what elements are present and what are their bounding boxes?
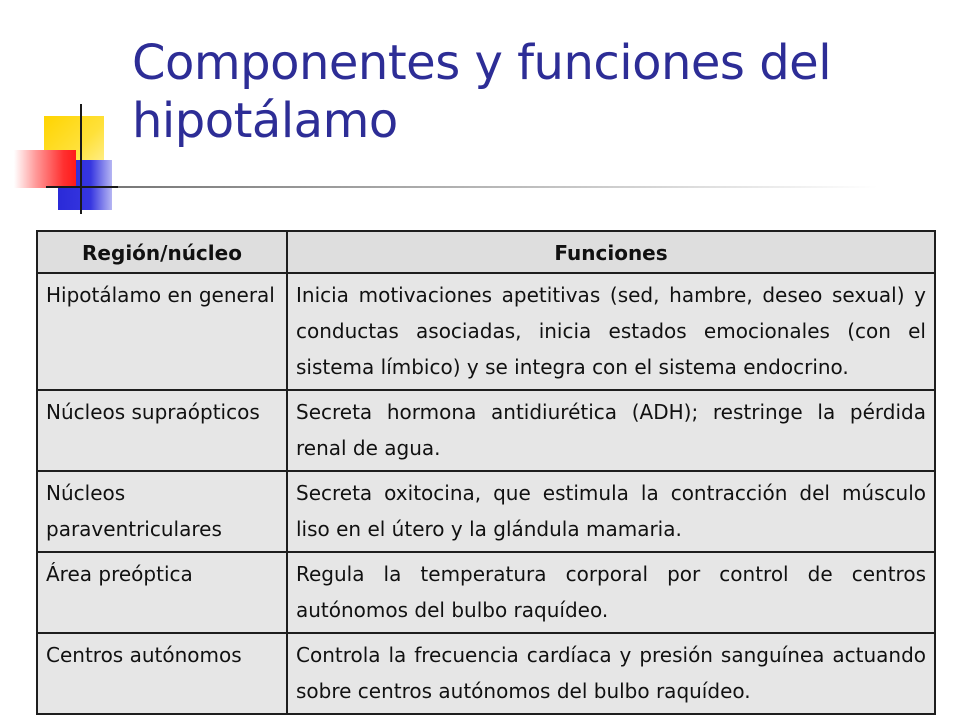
region-cell: Área preóptica bbox=[37, 552, 287, 633]
red-bar-decoration bbox=[14, 150, 76, 188]
function-cell: Secreta oxitocina, que estimula la contracción del músculo liso en el útero y la glándula mamaria. bbox=[287, 471, 935, 552]
region-cell: Centros autónomos bbox=[37, 633, 287, 714]
function-cell: Controla la frecuencia cardíaca y presión sanguínea actuando sobre centros autónomos del bulbo raquídeo. bbox=[287, 633, 935, 714]
column-header-functions: Funciones bbox=[287, 231, 935, 273]
vertical-line-decoration bbox=[80, 104, 82, 214]
horizontal-line-decoration bbox=[46, 186, 126, 188]
table-row bbox=[37, 471, 935, 552]
hypothalamus-table-container bbox=[36, 230, 934, 715]
table-row bbox=[37, 273, 935, 390]
table-row bbox=[37, 552, 935, 633]
table-row bbox=[37, 390, 935, 471]
region-cell: Núcleos paraventriculares bbox=[37, 471, 287, 552]
function-cell: Inicia motivaciones apetitivas (sed, hambre, deseo sexual) y conductas asociadas, inicia estados emocionales (con el sistema límbico) y se integra con el sistema endocrino. bbox=[287, 273, 935, 390]
function-cell: Secreta hormona antidiurética (ADH); restringe la pérdida renal de agua. bbox=[287, 390, 935, 471]
table-header-row bbox=[37, 231, 935, 273]
column-header-region: Región/núcleo bbox=[37, 231, 287, 273]
slide-title: Componentes y funciones del hipotálamo bbox=[132, 35, 832, 149]
region-cell: Núcleos supraópticos bbox=[37, 390, 287, 471]
table-row bbox=[37, 633, 935, 714]
title-underline bbox=[118, 186, 878, 188]
hypothalamus-functions-table bbox=[36, 230, 936, 715]
function-cell: Regula la temperatura corporal por control de centros autónomos del bulbo raquídeo. bbox=[287, 552, 935, 633]
region-cell: Hipotálamo en general bbox=[37, 273, 287, 390]
